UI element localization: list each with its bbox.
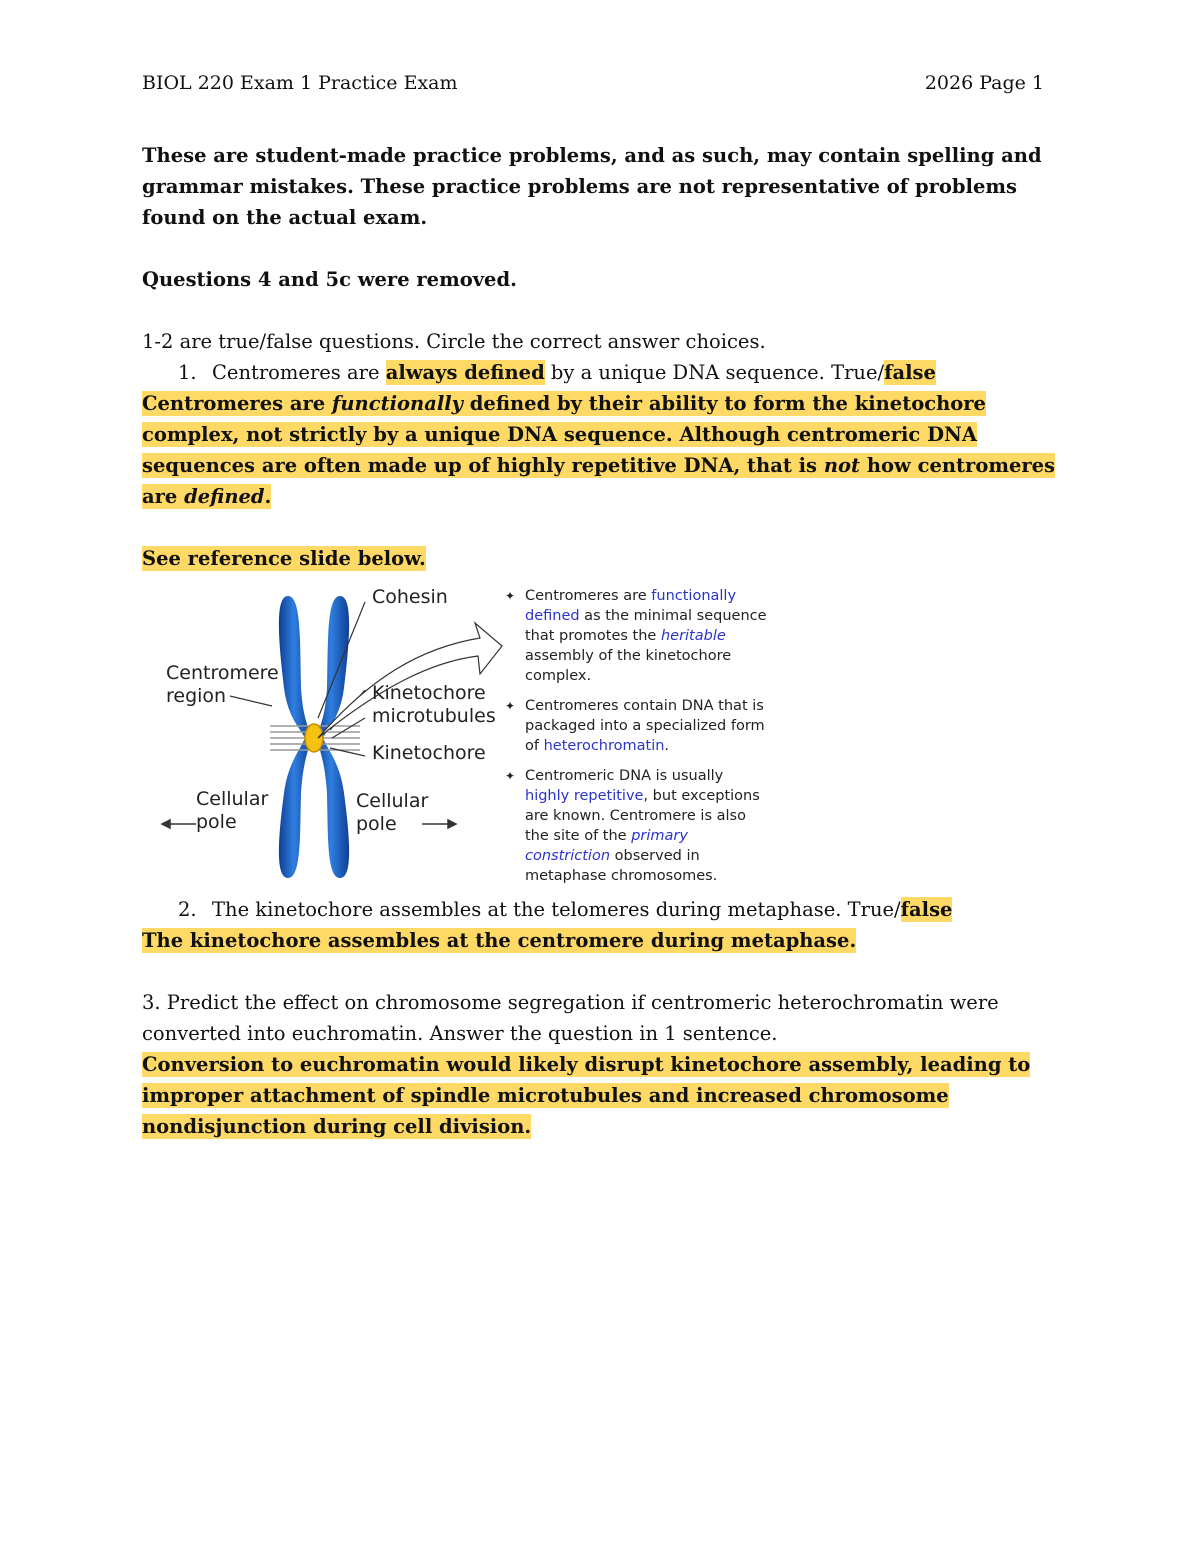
bullet-2: ✦ Centromeres contain DNA that is packaged into a specialized form of heterochromatin. <box>505 698 765 754</box>
header-title: BIOL 220 Exam 1 Practice Exam <box>142 72 458 94</box>
label-cellular-pole-left: Cellular pole <box>196 788 269 833</box>
reference-note: See reference slide below. <box>142 547 426 570</box>
q2-text: The kinetochore assembles at the telomeres during metaphase. True/ <box>212 898 901 921</box>
bullet-icon: ✦ <box>505 699 516 713</box>
bullet-3: ✦ Centromeric DNA is usually highly repetitive, but exceptions are known. Centromere is also the site of the primary constriction observed in metaphase chromosomes. <box>505 768 760 884</box>
q2-number: 2. <box>178 898 197 921</box>
bullet-icon: ✦ <box>505 769 516 783</box>
removed-note: Questions 4 and 5c were removed. <box>142 268 517 291</box>
q2-answer: false <box>900 898 953 921</box>
question-2 <box>142 894 1062 925</box>
instructions: 1-2 are true/false questions. Circle the correct answer choices. <box>142 330 766 353</box>
disclaimer: These are student-made practice problems, and as such, may contain spelling and grammar mistakes. These practice problems are not representative of problems found on the actual exam. <box>142 144 1042 229</box>
header-page-number: 2026 Page 1 <box>924 72 1044 94</box>
question-3: 3. Predict the effect on chromosome segregation if centromeric heterochromatin were converted into euchromatin. Answer the question in 1 sentence. <box>142 991 999 1045</box>
label-cellular-pole-right: Cellular pole <box>356 790 429 835</box>
bullet-icon: ✦ <box>505 589 516 603</box>
bullet-1: ✦ Centromeres are functionally defined as the minimal sequence that promotes the heritable assembly of the kinetochore complex. <box>505 588 767 684</box>
question-1 <box>142 357 1062 388</box>
label-kinetochore-microtubules: Kinetochore microtubules <box>372 682 496 727</box>
q1-highlight: always defined <box>385 361 545 384</box>
q1-text-post: by a unique DNA sequence. True/ <box>544 361 885 384</box>
reference-figure <box>160 578 780 888</box>
q2-explanation: The kinetochore assembles at the centromere during metaphase. <box>142 929 857 952</box>
document-body <box>142 140 1062 1142</box>
q1-text-pre: Centromeres are <box>212 361 386 384</box>
label-centromere-region: Centromere region <box>166 662 279 707</box>
kinetochore-shape <box>305 724 323 752</box>
label-cohesin: Cohesin <box>372 586 448 608</box>
q1-number: 1. <box>178 361 197 384</box>
reference-bullets <box>505 586 770 896</box>
q3-answer: Conversion to euchromatin would likely disrupt kinetochore assembly, leading to improper attachment of spindle microtubules and increased chromosome nondisjunction during cell division. <box>142 1053 1031 1138</box>
label-kinetochore: Kinetochore <box>372 742 486 764</box>
q1-explanation: Centromeres are functionally defined by their ability to form the kinetochore complex, not strictly by a unique DNA sequence. Although centromeric DNA sequences are often made up of highly repetitive DNA, that is not how centromeres are defined. <box>142 392 1056 508</box>
q1-answer: false <box>884 361 936 384</box>
